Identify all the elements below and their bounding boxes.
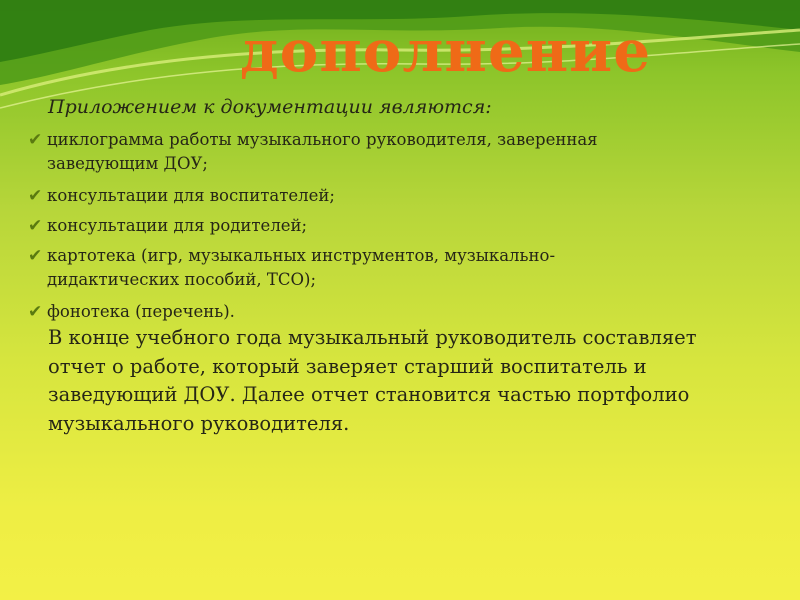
list-item-text: циклограмма работы музыкального руководителя, заверенная заведующим ДОУ; xyxy=(47,130,598,173)
list-item-text: картотека (игр, музыкальных инструментов, музыкально-дидактических пособий, ТСО); xyxy=(47,246,556,289)
list-item-text: консультации для родителей; xyxy=(47,216,308,235)
checkmark-icon: ✔ xyxy=(28,216,43,236)
intro-text: Приложением к документации являются: xyxy=(48,96,492,118)
checkmark-icon: ✔ xyxy=(28,302,43,322)
list-item xyxy=(28,244,668,292)
list-item-text: консультации для воспитателей; xyxy=(47,186,335,205)
checkmark-icon: ✔ xyxy=(28,186,43,206)
list-item xyxy=(28,184,668,208)
list-item-text: фонотека (перечень). xyxy=(47,302,235,321)
list-item xyxy=(28,214,668,238)
bullet-list xyxy=(28,128,668,330)
closing-paragraph: В конце учебного года музыкальный руководитель составляет отчет о работе, который заверяет старший воспитатель и заведующий ДОУ. Далее отчет становится частью портфолио музыкального руководителя. xyxy=(48,326,697,435)
list-item xyxy=(28,128,668,176)
list-item xyxy=(28,300,668,324)
checkmark-icon: ✔ xyxy=(28,130,43,150)
slide-title: дополнение xyxy=(240,17,652,85)
checkmark-icon: ✔ xyxy=(28,246,43,266)
